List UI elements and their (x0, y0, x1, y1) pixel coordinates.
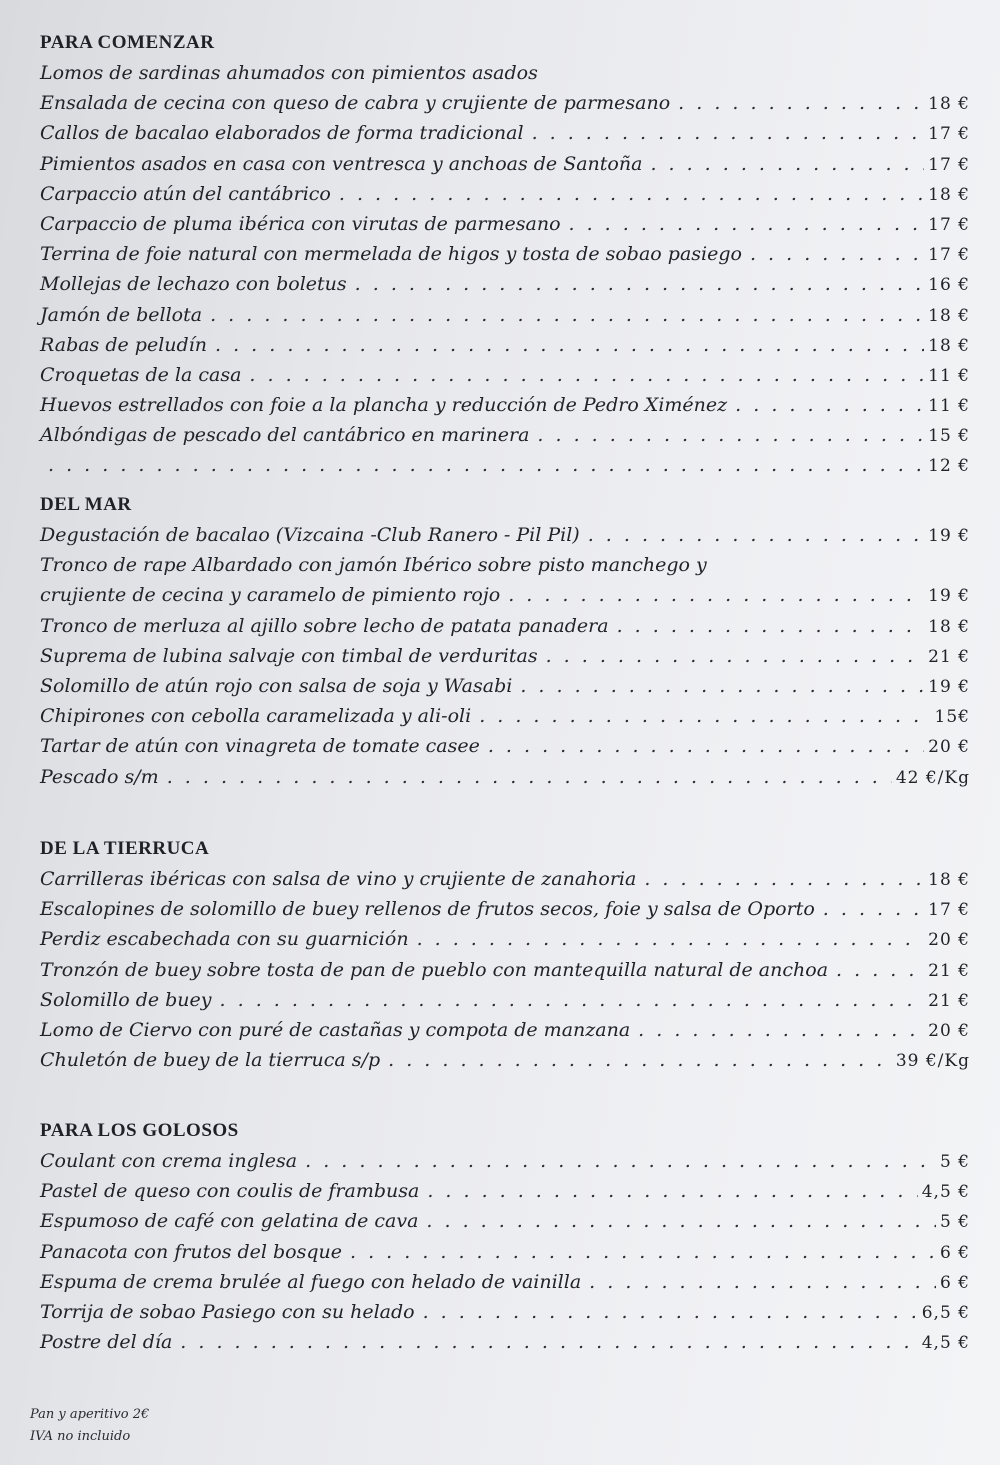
menu-item (40, 179, 970, 209)
menu-item (40, 550, 970, 580)
dot-leader (650, 149, 924, 179)
dot-leader (339, 179, 924, 209)
dot-leader (617, 611, 925, 641)
dot-leader (220, 985, 925, 1015)
item-name: Lomos de sardinas ahumados con pimientos asados (40, 62, 538, 84)
menu-item (40, 1297, 970, 1327)
item-name: Croquetas de la casa (40, 363, 242, 386)
item-name: Pescado s/m (40, 765, 159, 788)
item-name: Terrina de foie natural con mermelada de higos y tosta de sobao pasiego (40, 243, 742, 266)
item-price: 4,5 € (921, 1333, 970, 1354)
menu-item (40, 1146, 970, 1176)
item-price: 17 € (928, 154, 970, 175)
item-name: Suprema de lubina salvaje con timbal de verduritas (40, 644, 538, 667)
dot-leader (537, 420, 924, 450)
menu-item (40, 118, 970, 148)
menu-item (40, 1267, 970, 1297)
menu-item (40, 1237, 970, 1267)
footer-notes (30, 1404, 149, 1448)
menu-item (40, 520, 970, 550)
item-price: 17 € (928, 900, 970, 921)
item-name: Perdiz escabechada con su guarnición (40, 928, 409, 951)
item-price: 42 €/Kg (895, 767, 970, 788)
item-price: 18 € (928, 184, 970, 205)
item-price: 16 € (928, 275, 970, 296)
item-price: 19 € (928, 676, 970, 697)
item-price: 18 € (928, 870, 970, 890)
item-price: 17 € (928, 245, 970, 266)
menu-item (40, 864, 970, 894)
item-name: Rabas de peludín (40, 333, 207, 356)
item-price: 20 € (928, 737, 970, 758)
section-title: PARA LOS GOLOSOS (40, 1120, 239, 1141)
dot-leader (823, 894, 924, 924)
item-price: 5 € (939, 1152, 970, 1172)
item-name: Solomillo de atún rojo con salsa de soja y Wasabi (40, 674, 513, 697)
dot-leader (388, 1045, 892, 1075)
item-price: 5 € (939, 1212, 970, 1233)
item-price: 18 € (928, 616, 970, 637)
item-price: 11 € (928, 365, 970, 386)
item-name: Mollejas de lechazo con boletus (40, 273, 347, 296)
item-name: Degustación de bacalao (Vizcaina -Club Ranero - Pil Pil) (40, 524, 580, 546)
dot-leader (427, 1176, 917, 1206)
menu-item (40, 701, 970, 731)
menu-item (40, 1327, 970, 1357)
menu-item (40, 985, 970, 1015)
menu-item (40, 450, 970, 480)
menu-item (40, 641, 970, 671)
item-name: Escalopines de solomillo de buey rellenos de frutos secos, foie y salsa de Oporto (40, 898, 815, 921)
item-name: Espumoso de café con gelatina de cava (40, 1210, 419, 1233)
item-price: 21 € (928, 646, 970, 667)
dot-leader (249, 360, 924, 390)
item-price: 21 € (928, 960, 970, 981)
dot-leader (350, 1237, 936, 1267)
menu-item (40, 420, 970, 450)
dot-leader (210, 300, 924, 330)
dot-leader (215, 330, 924, 360)
item-price: 20 € (928, 1020, 970, 1041)
item-price: 17 € (928, 214, 970, 235)
dot-leader (355, 269, 924, 299)
menu-item (40, 1176, 970, 1206)
item-price: 19 € (928, 526, 970, 546)
item-price: 6 € (939, 1242, 970, 1263)
dot-leader (532, 118, 925, 148)
item-name: Pimientos asados en casa con ventresca y anchoas de Santoña (40, 152, 643, 175)
item-name: Tartar de atún con vinagreta de tomate casee (40, 735, 480, 758)
bread-note: Pan y aperitivo 2€ (30, 1407, 150, 1422)
menu-item (40, 611, 970, 641)
menu-item (40, 1206, 970, 1236)
item-price: 6 € (939, 1272, 970, 1293)
item-price: 20 € (928, 930, 970, 951)
item-name: Carrilleras ibéricas con salsa de vino y crujiente de zanahoria (40, 868, 637, 890)
dot-leader (417, 924, 925, 954)
item-name: Carpaccio atún del cantábrico (40, 182, 331, 205)
item-name: Postre del día (40, 1331, 173, 1354)
dot-leader (750, 239, 924, 269)
dot-leader (546, 641, 925, 671)
dot-leader (508, 580, 924, 610)
menu-item (40, 1015, 970, 1045)
dot-leader (479, 701, 930, 731)
menu-item (40, 300, 970, 330)
item-name: Coulant con crema inglesa (40, 1150, 298, 1172)
dot-leader (735, 390, 924, 420)
section-del-mar (40, 490, 970, 792)
item-price: 12 € (928, 456, 970, 477)
menu-item (40, 390, 970, 420)
menu-item (40, 209, 970, 239)
item-list (40, 58, 970, 481)
menu-item (40, 955, 970, 985)
dot-leader (426, 1206, 936, 1236)
dot-leader (836, 955, 924, 985)
menu-item (40, 88, 970, 118)
menu-item (40, 58, 970, 88)
item-price: 39 €/Kg (895, 1051, 970, 1072)
item-price: 18 € (928, 94, 970, 115)
dot-leader (588, 520, 924, 550)
dot-leader (678, 88, 924, 118)
item-list (40, 864, 970, 1075)
dot-leader (423, 1297, 918, 1327)
item-name: Espuma de crema brulée al fuego con helado de vainilla (40, 1270, 582, 1293)
item-list (40, 520, 970, 792)
menu-item (40, 269, 970, 299)
menu-item (40, 762, 970, 792)
item-name: Tronco de merluza al ajillo sobre lecho de patata panadera (40, 614, 609, 637)
item-name: Pastel de queso con coulis de frambusa (40, 1180, 420, 1203)
section-de-la-tierruca (40, 834, 970, 1075)
section-title: DEL MAR (40, 494, 132, 515)
item-list (40, 1146, 970, 1357)
dot-leader (520, 671, 924, 701)
section-para-comenzar (40, 28, 970, 481)
item-name: Callos de bacalao elaborados de forma tradicional (40, 122, 524, 145)
menu-item (40, 894, 970, 924)
menu-item (40, 360, 970, 390)
dot-leader (180, 1327, 917, 1357)
menu-item (40, 239, 970, 269)
item-name: Lomo de Ciervo con puré de castañas y compota de manzana (40, 1018, 631, 1041)
item-name: Carpaccio de pluma ibérica con virutas de parmesano (40, 212, 561, 235)
item-price: 17 € (928, 124, 970, 145)
item-price: 21 € (928, 990, 970, 1011)
item-name: crujiente de cecina y caramelo de pimiento rojo (40, 584, 501, 607)
item-price: 15 € (928, 426, 970, 447)
item-name: Chuletón de buey de la tierruca s/p (40, 1049, 381, 1072)
dot-leader (488, 731, 924, 761)
menu-item (40, 924, 970, 954)
item-price: 11 € (928, 396, 970, 417)
menu-item (40, 671, 970, 701)
item-name: Chipirones con cebolla caramelizada y ali-oli (40, 705, 472, 728)
dot-leader (589, 1267, 936, 1297)
item-price: 4,5 € (921, 1182, 970, 1203)
item-name: Solomillo de buey (40, 988, 212, 1011)
vat-note: IVA no incluido (30, 1429, 131, 1444)
item-name: Ensalada de cecina con queso de cabra y crujiente de parmesano (40, 92, 671, 115)
item-price: 18 € (928, 335, 970, 356)
item-price: 6,5 € (921, 1302, 970, 1323)
dot-leader (48, 450, 924, 480)
menu-item (40, 1045, 970, 1075)
dot-leader (305, 1146, 936, 1176)
item-name: Jamón de bellota (40, 303, 203, 326)
dot-leader (644, 864, 924, 894)
item-name: Torrija de sobao Pasiego con su helado (40, 1300, 415, 1323)
menu-item (40, 580, 970, 610)
menu-item (40, 731, 970, 761)
dot-leader (167, 762, 892, 792)
item-price: 15€ (934, 707, 970, 728)
menu-item (40, 149, 970, 179)
item-name: Albóndigas de pescado del cantábrico en marinera (40, 424, 530, 447)
dot-leader (569, 209, 925, 239)
section-title: DE LA TIERRUCA (40, 838, 210, 859)
menu-item (40, 330, 970, 360)
section-para-los-golosos (40, 1116, 970, 1357)
item-name: Tronco de rape Albardado con jamón Ibérico sobre pisto manchego y (40, 554, 707, 577)
item-name: Panacota con frutos del bosque (40, 1240, 342, 1263)
dot-leader (638, 1015, 924, 1045)
item-price: 19 € (928, 586, 970, 607)
section-title: PARA COMENZAR (40, 32, 215, 53)
item-name: Huevos estrellados con foie a la plancha y reducción de Pedro Ximénez (40, 394, 728, 417)
item-price: 18 € (928, 305, 970, 326)
item-name: Tronzón de buey sobre tosta de pan de pueblo con mantequilla natural de anchoa (40, 958, 829, 981)
